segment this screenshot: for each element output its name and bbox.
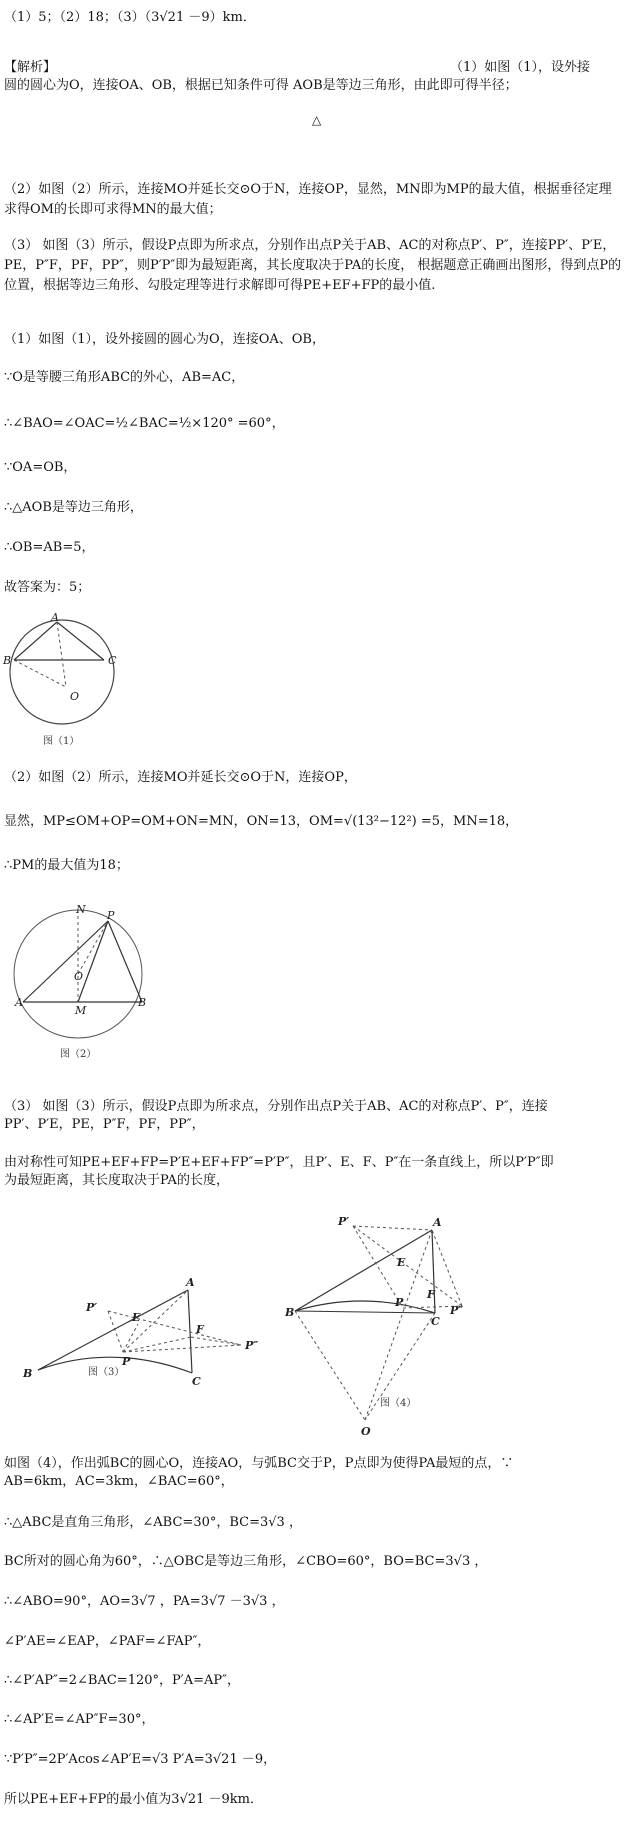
analysis-p1-line2: 圆的圆心为O，连接OA、OB，根据已知条件可得 AOB是等边三角形，由此即可得半径； xyxy=(4,78,518,93)
fig1-label-b: B xyxy=(3,654,12,667)
fig2-label-n: N xyxy=(76,903,86,916)
fig3-label-p2: P″ xyxy=(245,1339,259,1352)
fig2-label-o: O xyxy=(74,970,84,983)
fig3-label-c: C xyxy=(192,1375,201,1388)
sol3-line3: 由对称性可知PE+EF+FP=P′E+EF+FP″=P′P″，且P′、E、F、P″在一条直线上，所以P′P″即 xyxy=(4,1155,554,1170)
fig4-label-b: B xyxy=(285,1306,295,1319)
fig4-label-c: C xyxy=(431,1315,440,1328)
fig2-label-p: P xyxy=(107,909,115,922)
fig3-label-e: E xyxy=(132,1311,141,1324)
fig1-label-a: A xyxy=(51,612,59,624)
fig4-label-p2: P″ xyxy=(450,1304,464,1317)
fig4-label-p1: P′ xyxy=(338,1215,350,1228)
sol4-line8: ∴∠AP′E=∠AP″F=30°， xyxy=(4,1712,155,1727)
sol4-line10: 所以PE+EF+FP的最小值为3√21 －9km． xyxy=(4,1792,264,1807)
fig4-caption: 图（4） xyxy=(380,1398,417,1409)
analysis-p2: （2）如图（2）所示，连接MO并延长交⊙O于N，连接OP，显然，MN即为MP的最大值，根据垂径定理求得OM的长即可求得MN的最大值； xyxy=(4,182,612,217)
sol4-line9: ∵P′P″=2P′Acos∠AP′E=√3 P′A=3√21 －9， xyxy=(4,1752,277,1767)
fig3-label-a: A xyxy=(186,1276,195,1289)
fig4-label-f: F xyxy=(427,1288,435,1301)
sol4-line5: ∴∠ABO=90°，AO=3√7 ，PA=3√7 －3√3 ， xyxy=(4,1594,285,1609)
sol1-line2: ∵O是等腰三角形ABC的外心，AB=AC， xyxy=(4,370,245,385)
fig4-label-e: E xyxy=(397,1256,406,1269)
analysis-label: 【解析】 xyxy=(4,60,57,75)
fig2-label-m: M xyxy=(75,1004,87,1017)
figure-4 xyxy=(285,1200,485,1445)
sol4-line1: 如图（4），作出弧BC的圆心O，连接AO，与弧BC交于P，P点即为使得PA最短的点，∵ xyxy=(4,1456,514,1471)
sol3-line2: PP′、P′E，PE，P″F，PF，PP″， xyxy=(4,1117,205,1132)
fig1-caption: 图（1） xyxy=(43,736,80,747)
figure-1 xyxy=(0,612,130,752)
fig2-label-b: B xyxy=(138,996,147,1009)
analysis-p1-right: （1）如图（1），设外接 xyxy=(450,60,591,75)
sol1-line4: ∵OA=OB， xyxy=(4,460,77,475)
fig2-label-a: A xyxy=(15,996,23,1009)
triangle-glyph: △ xyxy=(312,113,322,127)
sol4-line2: AB=6km，AC=3km，∠BAC=60°， xyxy=(4,1474,234,1489)
sol3-line1: （3） 如图（3）所示，假设P点即为所求点，分别作出点P关于AB、AC的对称点P′、P″，连接 xyxy=(4,1099,548,1114)
sol4-line4: BC所对的圆心角为60°，∴△OBC是等边三角形，∠CBO=60°，BO=BC=3√3 ， xyxy=(4,1554,488,1569)
fig3-label-b: B xyxy=(23,1367,33,1380)
sol4-line3: ∴△ABC是直角三角形，∠ABC=30°，BC=3√3 ， xyxy=(4,1515,302,1530)
fig4-label-a: A xyxy=(433,1216,442,1229)
sol2-line3: ∴PM的最大值为18； xyxy=(4,858,129,873)
fig1-label-o: O xyxy=(70,690,80,703)
sol1-line6: ∴OB=AB=5， xyxy=(4,540,95,555)
fig3-caption: 图（3） xyxy=(88,1367,125,1378)
fig1-label-c: C xyxy=(108,654,117,667)
fig4-label-o: O xyxy=(361,1425,371,1438)
analysis-p3: （3） 如图（3）所示，假设P点即为所求点，分别作出点P关于AB、AC的对称点P′、P″，连接PP′、P′E，PE，P″F，PF，PP″，则P′P″即为最短距离，其长度取决于PA的长度， 根据题意正确画出图形，得到点P的位置，根据等边三角形、勾股定理等进行求解即可得PE+EF+FP的最小值. xyxy=(4,238,622,293)
sol2-line2: 显然，MP≤OM+OP=OM+ON=MN，ON=13，OM=√(13²−12²) =5，MN=18， xyxy=(4,814,519,829)
sol1-line3: ∴∠BAO=∠OAC=½∠BAC=½×120° =60°， xyxy=(4,416,285,431)
sol1-line5: ∴△AOB是等边三角形， xyxy=(4,500,143,515)
fig4-label-p: P xyxy=(395,1296,404,1309)
fig3-label-p: P xyxy=(122,1355,131,1368)
sol1-line7: 故答案为：5； xyxy=(4,580,91,595)
fig3-label-p1: P′ xyxy=(86,1301,98,1314)
sol2-line1: （2）如图（2）所示，连接MO并延长交⊙O于N，连接OP， xyxy=(4,770,357,785)
sol3-line4: 为最短距离，其长度取决于PA的长度， xyxy=(4,1173,229,1188)
sol1-line1: （1）如图（1），设外接圆的圆心为O，连接OA、OB， xyxy=(4,332,325,347)
figure-3 xyxy=(18,1265,278,1390)
answer-line: （1）5；（2）18；（3）（3√21 －9）km． xyxy=(4,10,256,25)
fig3-label-f: F xyxy=(196,1323,204,1336)
sol4-line6: ∠P′AE=∠EAP，∠PAF=∠FAP″， xyxy=(4,1634,211,1649)
sol4-line7: ∴∠P′AP″=2∠BAC=120°，P′A=AP″， xyxy=(4,1673,240,1688)
fig2-caption: 图（2） xyxy=(60,1049,97,1060)
figure-2 xyxy=(10,902,150,1067)
